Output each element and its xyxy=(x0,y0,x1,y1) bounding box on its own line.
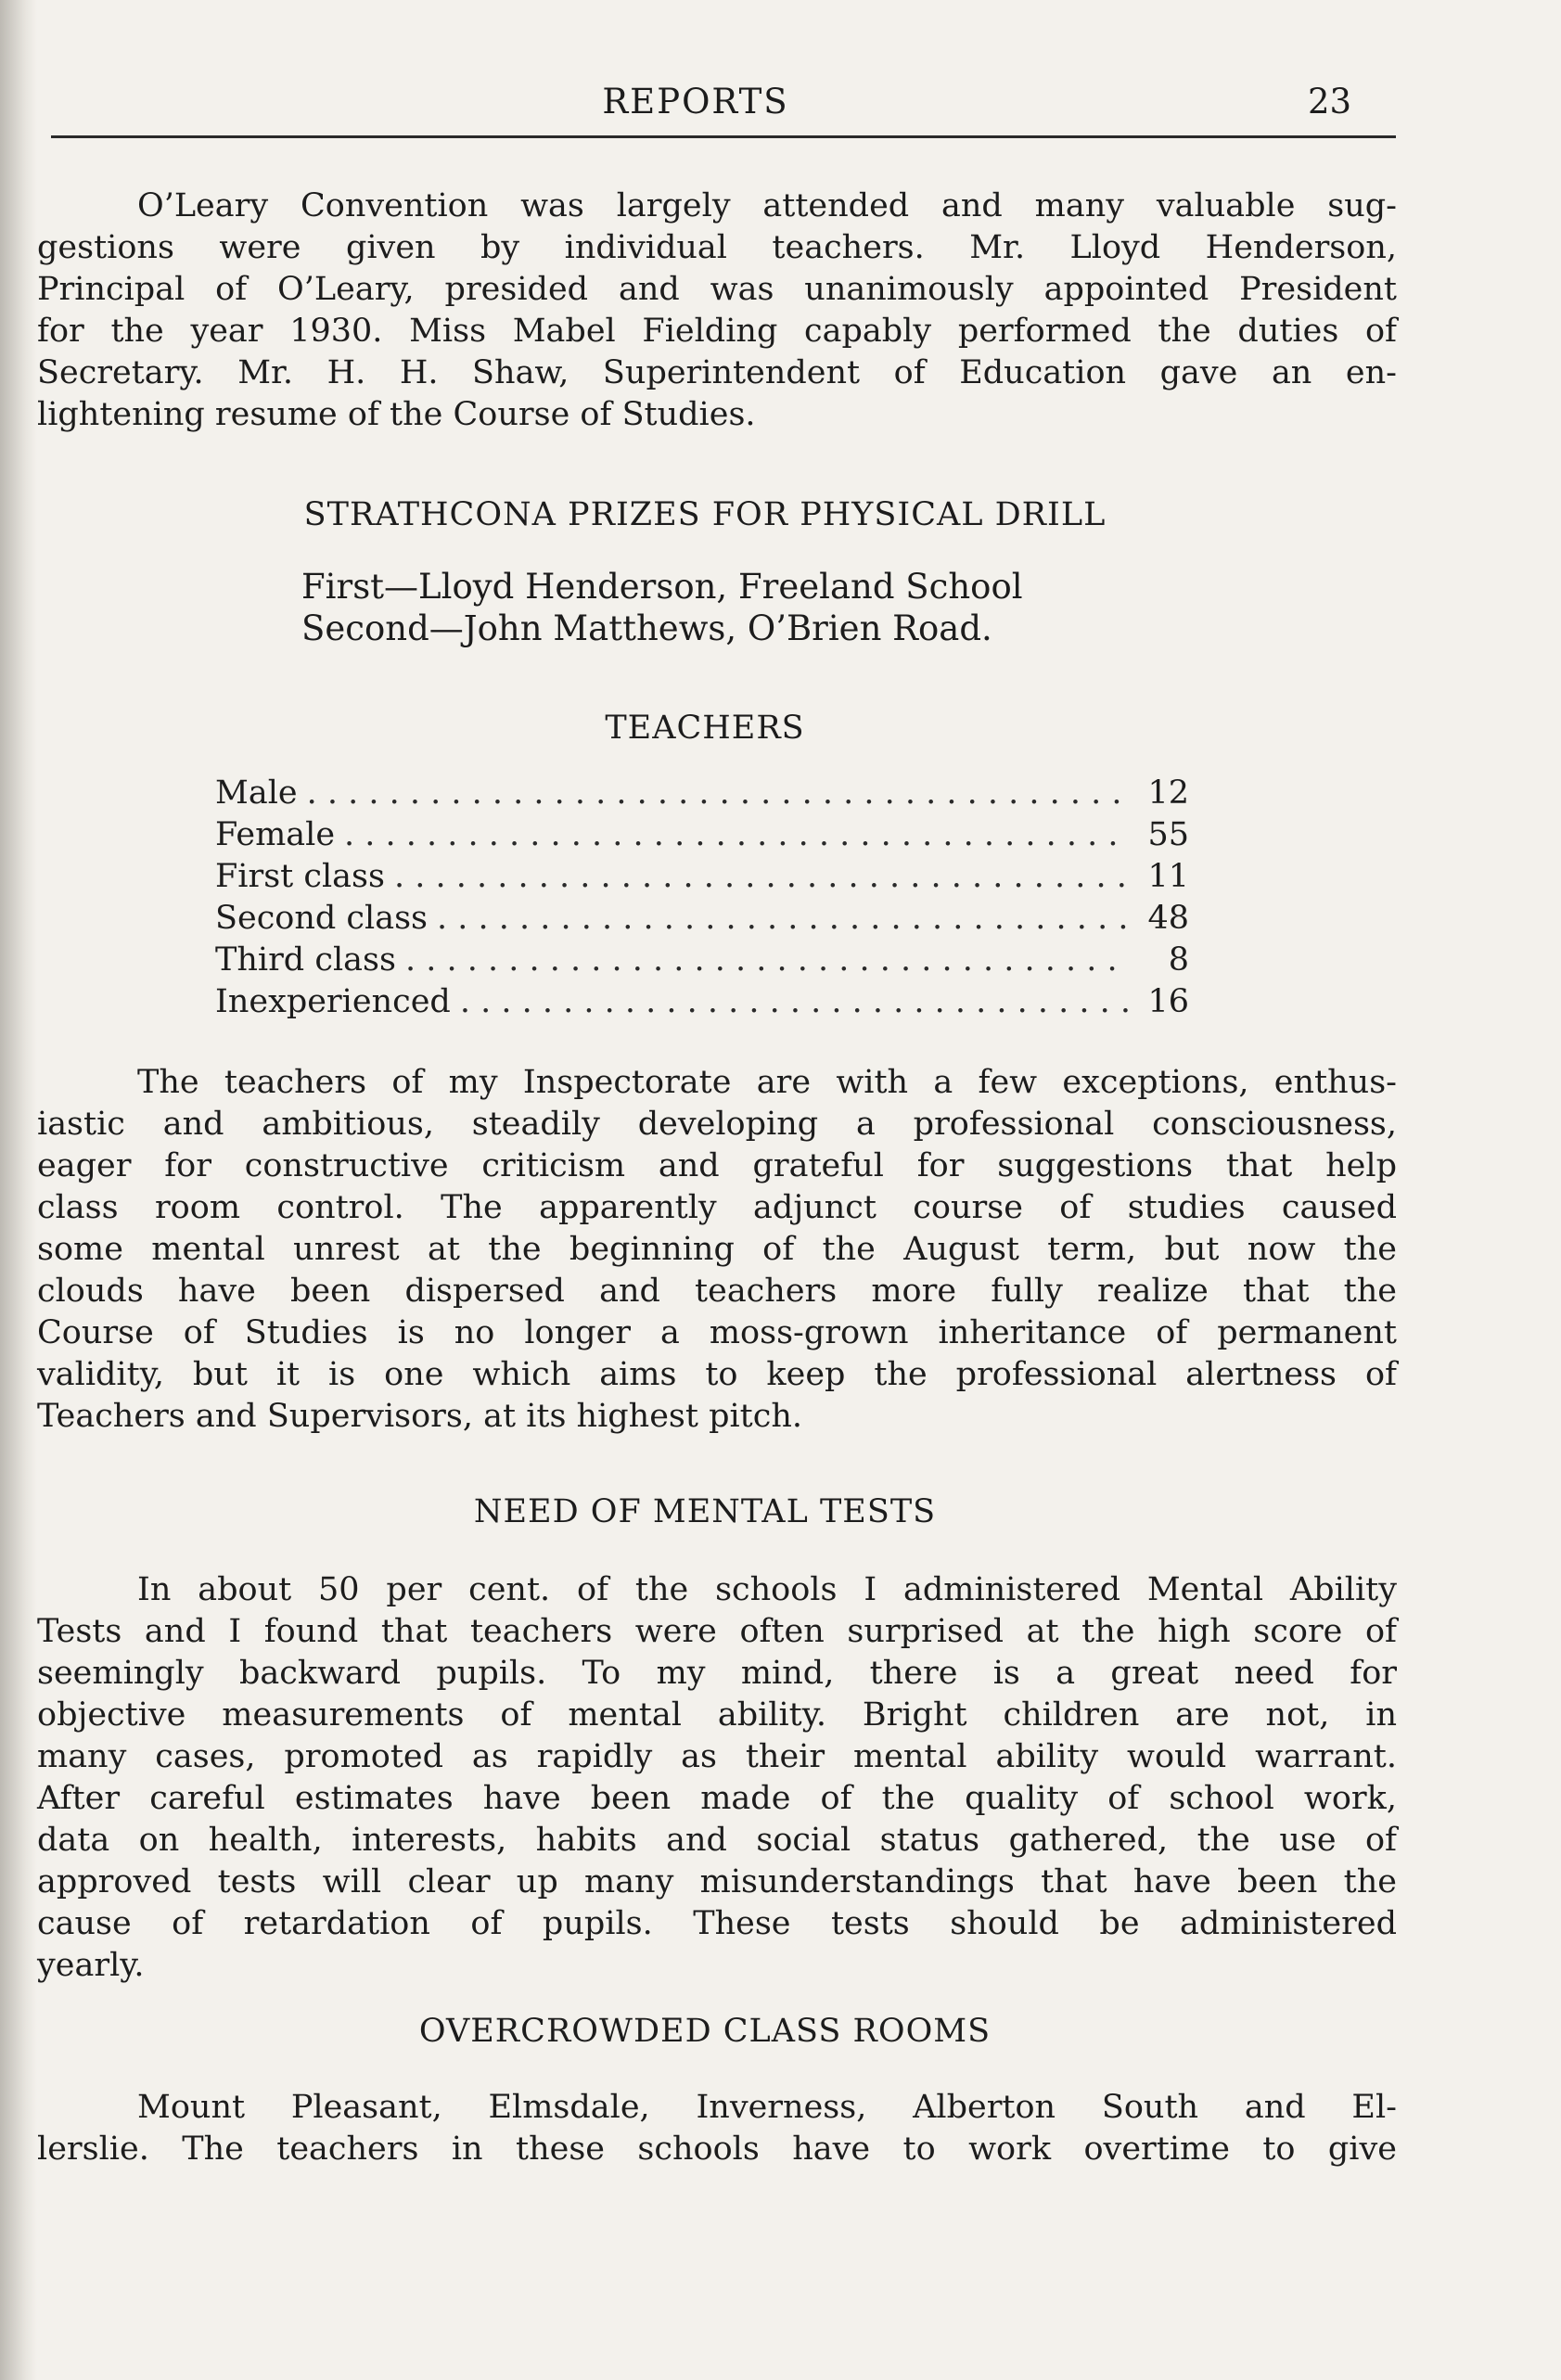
table-row xyxy=(215,983,1189,1025)
paragraph-line: lerslie. The teachers in these schools have to work overtime to give xyxy=(37,2130,1397,2168)
paragraph-line: class room control. The apparently adjunct course of studies caused xyxy=(37,1189,1397,1226)
teachers-paragraph xyxy=(37,1062,1397,1438)
page-number: 23 xyxy=(1308,82,1352,122)
paragraph-line: clouds have been dispersed and teachers more fully realize that the xyxy=(37,1273,1397,1310)
mental-tests-paragraph xyxy=(37,1569,1397,1987)
row-label: Third class xyxy=(215,941,396,979)
paragraph-line: Tests and I found that teachers were often surprised at the high score of xyxy=(37,1613,1397,1650)
paragraph-line: some mental unrest at the beginning of the August term, but now the xyxy=(37,1231,1397,1268)
row-value: 55 xyxy=(1147,816,1189,853)
row-label: Inexperienced xyxy=(215,983,451,1020)
row-label: Female xyxy=(215,816,336,853)
strathcona-heading: STRATHCONA PRIZES FOR PHYSICAL DRILL xyxy=(303,496,1107,533)
table-row xyxy=(215,816,1189,858)
header-rule xyxy=(51,135,1396,138)
paragraph-line: iastic and ambitious, steadily developing a professional consciousness, xyxy=(37,1106,1397,1143)
row-value: 11 xyxy=(1147,858,1189,895)
prize-first: First—Lloyd Henderson, Freeland School xyxy=(301,567,1023,607)
running-header-title: REPORTS xyxy=(602,82,789,122)
mental-tests-heading: NEED OF MENTAL TESTS xyxy=(473,1493,937,1530)
row-label: First class xyxy=(215,858,385,895)
dot-leader xyxy=(394,858,1129,895)
row-label: Male xyxy=(215,774,298,812)
table-row xyxy=(215,858,1189,900)
paragraph-line: eager for constructive criticism and grateful for suggestions that help xyxy=(37,1147,1397,1184)
row-label: Second class xyxy=(215,900,429,937)
paragraph-line: Principal of O’Leary, presided and was unanimously appointed President xyxy=(37,271,1397,308)
paragraph-line: yearly. xyxy=(37,1947,145,1984)
paragraph-line: Mount Pleasant, Elmsdale, Inverness, Alberton South and El- xyxy=(137,2089,1397,2126)
paragraph-line: Secretary. Mr. H. H. Shaw, Superintendent of Education gave an en- xyxy=(37,354,1397,391)
teachers-table xyxy=(215,774,1189,1025)
paragraph-line: validity, but it is one which aims to keep the professional alertness of xyxy=(37,1356,1397,1393)
teachers-heading: TEACHERS xyxy=(605,710,805,747)
paragraph-line: The teachers of my Inspectorate are with a few exceptions, enthus- xyxy=(137,1064,1397,1101)
table-row xyxy=(215,941,1189,983)
prize-second: Second—John Matthews, O’Brien Road. xyxy=(301,608,992,648)
paragraph-line: O’Leary Convention was largely attended and many valuable sug- xyxy=(137,187,1397,224)
paragraph-line: many cases, promoted as rapidly as their mental ability would warrant. xyxy=(37,1738,1397,1775)
paragraph-line: data on health, interests, habits and social status gathered, the use of xyxy=(37,1822,1397,1859)
dot-leader xyxy=(344,816,1129,853)
dot-leader xyxy=(437,900,1129,937)
paragraph-line: seemingly backward pupils. To my mind, there is a great need for xyxy=(37,1655,1397,1692)
overcrowded-heading: OVERCROWDED CLASS ROOMS xyxy=(418,2013,992,2050)
table-row xyxy=(215,900,1189,941)
paragraph-line: for the year 1930. Miss Mabel Fielding capably performed the duties of xyxy=(37,313,1397,350)
dot-leader xyxy=(405,941,1129,979)
intro-paragraph xyxy=(37,186,1397,436)
paragraph-line: lightening resume of the Course of Studies. xyxy=(37,396,756,433)
dot-leader xyxy=(460,983,1129,1020)
table-row xyxy=(215,774,1189,816)
row-value: 12 xyxy=(1147,774,1189,812)
paragraph-line: In about 50 per cent. of the schools I administered Mental Ability xyxy=(137,1571,1397,1608)
dot-leader xyxy=(307,774,1129,812)
paragraph-line: approved tests will clear up many misunderstandings that have been the xyxy=(37,1863,1397,1900)
paragraph-line: After careful estimates have been made of the quality of school work, xyxy=(37,1780,1397,1817)
paragraph-line: gestions were given by individual teachers. Mr. Lloyd Henderson, xyxy=(37,229,1397,266)
row-value: 48 xyxy=(1147,900,1189,937)
overcrowded-paragraph xyxy=(37,2087,1397,2170)
paragraph-line: cause of retardation of pupils. These tests should be administered xyxy=(37,1905,1397,1942)
paragraph-line: Course of Studies is no longer a moss-grown inheritance of permanent xyxy=(37,1314,1397,1351)
paragraph-line: objective measurements of mental ability. Bright children are not, in xyxy=(37,1696,1397,1734)
row-value: 8 xyxy=(1168,941,1189,979)
row-value: 16 xyxy=(1147,983,1189,1020)
paragraph-line: Teachers and Supervisors, at its highest pitch. xyxy=(37,1398,803,1435)
